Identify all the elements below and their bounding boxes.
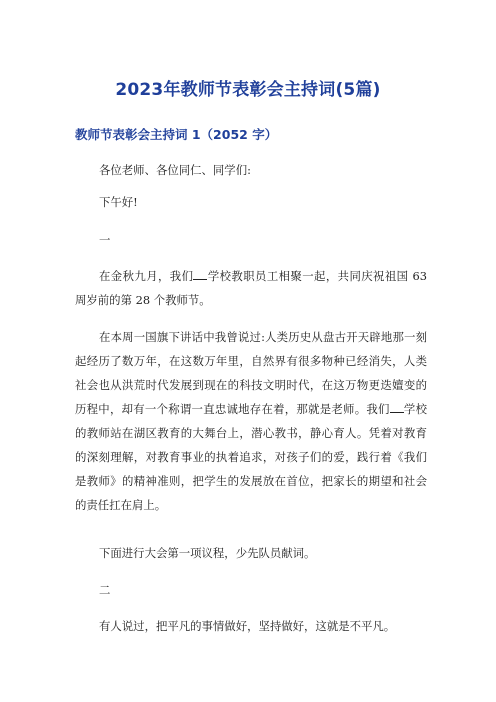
closing-paragraph: 有人说过，把平凡的事情做好，坚持做好，这就是不平凡。 — [99, 619, 396, 633]
blank-underline — [193, 268, 207, 280]
opening-paragraph — [75, 264, 427, 312]
document-title: 2023年教师节表彰会主持词(5篇) — [115, 80, 381, 100]
section-heading: 教师节表彰会主持词 1（2052 字） — [75, 127, 278, 142]
blank-underline — [390, 401, 404, 413]
speech-paragraph — [75, 325, 427, 517]
section-number-two: 二 — [99, 583, 111, 597]
section-number-one: 一 — [99, 233, 111, 247]
greeting-paragraph: 各位老师、各位同仁、同学们: — [99, 163, 251, 177]
agenda-paragraph: 下面进行大会第一项议程，少先队员献词。 — [99, 546, 316, 560]
good-afternoon-paragraph: 下午好! — [99, 195, 138, 209]
opening-paragraph-part2: 学校教职员工相聚一起，共同庆祝祖国 63 周岁前的第 28 个教师节。 — [75, 269, 427, 307]
speech-paragraph-part2: 学校的教师站在湖区教育的大舞台上，潜心教书，静心育人。凭着对教育的深刻理解，对教育事业的执着追求，对孩子们的爱，践行着《我们是教师》的精神准则，把学生的发展放在首位，把家长的期望和社会的责任扛在肩上。 — [75, 402, 427, 512]
speech-paragraph-part1: 在本周一国旗下讲话中我曾说过:人类历史从盘古开天辟地那一刻起经历了数万年，在这数万年里，自然界有很多物种已经消失，人类社会也从洪荒时代发展到现在的科技文明时代，在这万物更迭嬗变的历程中，却有一个称谓一直忠诚地存在着，那就是老师。我们 — [75, 330, 427, 416]
opening-paragraph-part1: 在金秋九月，我们 — [99, 269, 194, 283]
